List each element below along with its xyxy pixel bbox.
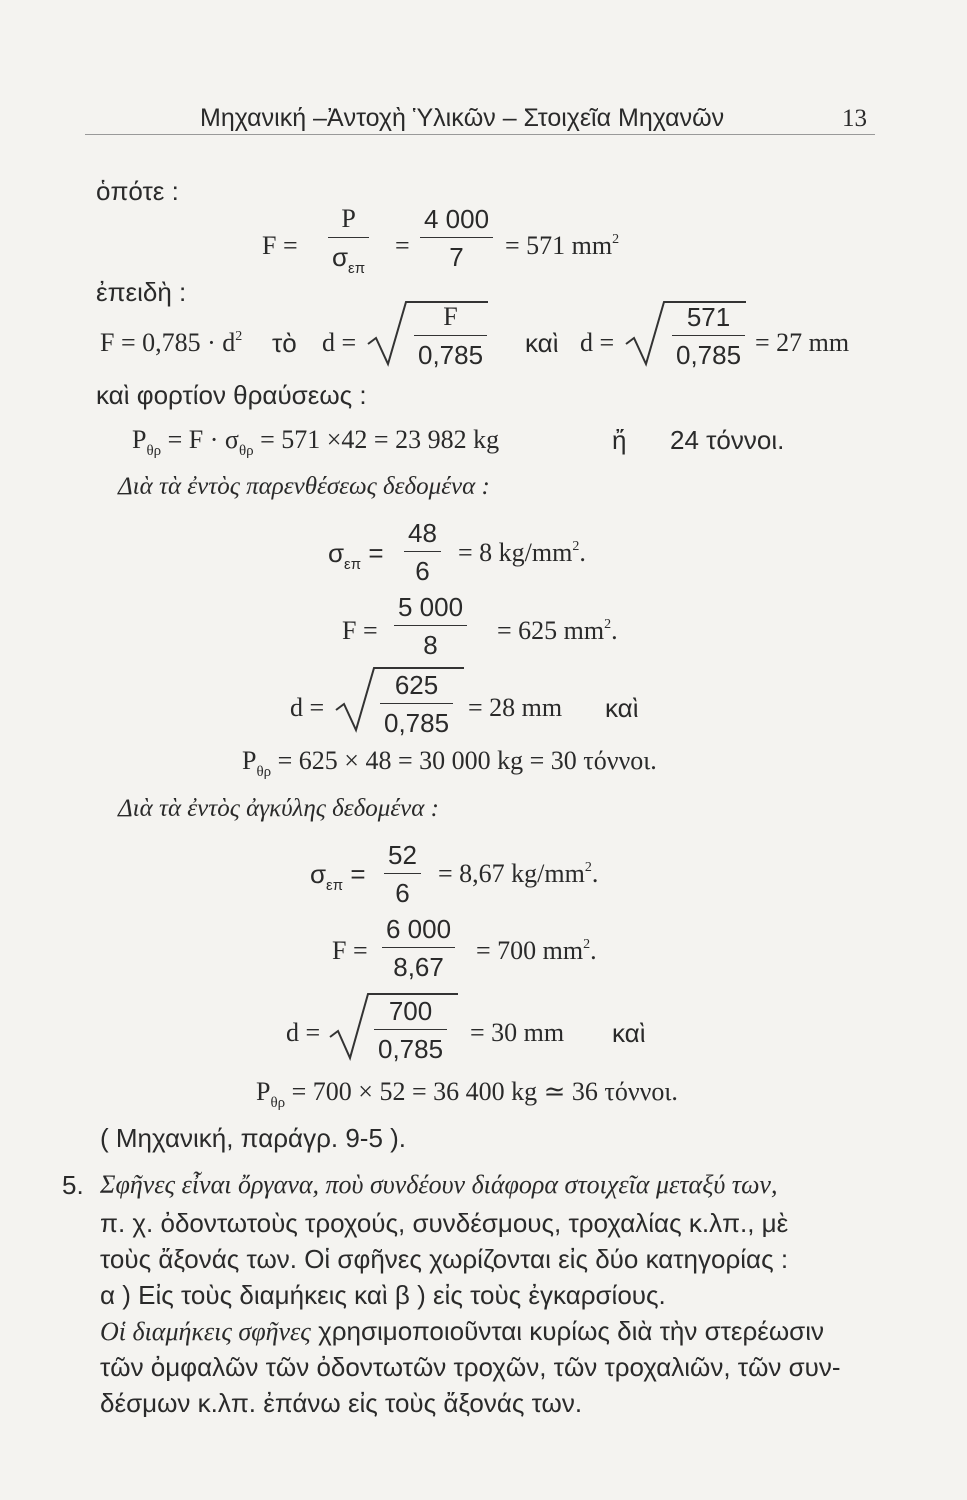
s2-sigma-result: = 8 $kg/mm^2$. <box>458 538 586 567</box>
s2-frac-625 <box>380 672 453 736</box>
label-fortion: καὶ φορτίον θραύσεως : <box>96 380 367 410</box>
eq2-result-27: = 27 mm <box>755 328 850 357</box>
eq3-tonnes: 24 τόννοι. <box>670 425 785 455</box>
eq1-F: F = <box>262 231 298 260</box>
s3-d-lhs: d = <box>286 1018 321 1047</box>
s5-line2: π. χ. ὀδοντωτοὺς τροχούς, συνδέσμους, τροχαλίας κ.λπ., μὲ <box>100 1208 789 1238</box>
frac-bar <box>420 237 493 238</box>
s5-line4: α ) Εἰς τοὺς διαμήκεις καὶ β ) εἰς τοὺς ἐγκαρσίους. <box>100 1280 666 1310</box>
frac-bar <box>382 947 455 948</box>
s5-line5-italic: Οἱ διαμήκεις σφῆνες <box>100 1317 311 1346</box>
frac-denominator: 6 <box>395 878 410 908</box>
s2-kai: καὶ <box>605 693 639 723</box>
section2-heading: Διὰ τὰ ἐντὸς παρενθέσεως δεδομένα : <box>118 473 490 500</box>
frac-numerator: 48 <box>408 518 437 548</box>
s5-number: 5. <box>62 1170 84 1200</box>
label-opote: ὁπότε : <box>96 176 179 206</box>
s2-P-line: $P_{\theta\rho} = 625 \times 48 = 30$ 000 kg = 30 τόννοι. <box>242 746 657 780</box>
frac-denominator: $\sigma_{\varepsilon\pi}$ <box>332 242 366 277</box>
running-title: Μηχανική –Ἀντοχὴ Ὑλικῶν – Στοιχεῖα Μηχανῶν <box>200 104 725 132</box>
frac-bar <box>672 335 745 336</box>
s5-line7: δέσμων κ.λπ. ἐπάνω εἰς τοὺς ἄξονάς των. <box>100 1388 583 1418</box>
frac-numerator: 4 000 <box>424 204 490 234</box>
s2-frac-48-6 <box>404 520 441 584</box>
s2-frac-5000-8 <box>394 594 467 658</box>
frac-bar <box>328 237 369 238</box>
eq1-result: = 571 $mm^2$ <box>505 231 620 260</box>
s3-P-line: $P_{\theta\rho} = 700 \times 52 = 36$ 400 kg ≃ 36 τόννοι. <box>256 1077 678 1111</box>
frac-denominator: 0,785 <box>384 708 450 738</box>
frac-bar <box>414 335 487 336</box>
eq2-to: τὸ <box>272 328 297 358</box>
eq2-F-formula: $F = 0,785 \cdot d^2$ <box>100 328 243 357</box>
s3-F-result: = 700 $mm^2$. <box>476 936 597 965</box>
s5-line5-rest: χρησιμοποιοῦνται κυρίως διὰ τὴν στερέωσιν <box>310 1316 824 1346</box>
eq2-frac-F <box>414 304 487 368</box>
frac-denominator: 0,785 <box>418 340 484 370</box>
frac-denominator: 0,785 <box>378 1034 444 1064</box>
eq1-equals: = <box>395 231 410 260</box>
eq3-i: ἤ <box>612 425 627 455</box>
s3-kai: καὶ <box>612 1018 646 1048</box>
frac-numerator: 52 <box>388 840 417 870</box>
frac-numerator: P <box>341 204 356 233</box>
s3-F-lhs: F = <box>332 936 368 965</box>
eq2-frac-571 <box>672 304 745 368</box>
frac-bar <box>404 551 441 552</box>
eq2-d-eq-2: d = <box>580 328 615 357</box>
s5-line3: τοὺς ἄξονάς των. Οἱ σφῆνες χωρίζονται εἰς δύο κατηγορίας : <box>100 1244 789 1274</box>
s5-line5 <box>100 1318 824 1345</box>
eq2-kai: καὶ <box>525 328 559 358</box>
frac-numerator: 571 <box>686 302 731 332</box>
frac-numerator: 6 000 <box>386 914 452 944</box>
frac-denominator: 6 <box>415 556 430 586</box>
frac-numerator: F <box>443 302 458 331</box>
frac-numerator: 700 <box>388 996 433 1026</box>
s3-sigma-result: = 8,67 $kg/mm^2$. <box>438 859 599 888</box>
s3-reference: ( Μηχανική, παράγρ. 9-5 ). <box>100 1123 407 1153</box>
frac-denominator: 8,67 <box>393 952 444 982</box>
s3-frac-52-6 <box>384 842 421 906</box>
s2-d-result: = 28 mm <box>468 693 563 722</box>
s2-F-result: = 625 $mm^2$. <box>497 616 618 645</box>
page-number: 13 <box>842 105 867 132</box>
eq3-P-line: $P_{\theta\rho} = F \cdot \sigma_{\theta\rho} = 571 \times 42 = 23$ 982 kg <box>132 425 500 459</box>
s2-F-lhs: F = <box>342 616 378 645</box>
section3-heading: Διὰ τὰ ἐντὸς ἀγκύλης δεδομένα : <box>118 795 439 822</box>
frac-bar <box>394 625 467 626</box>
frac-denominator: 7 <box>449 242 464 272</box>
frac-denominator: 8 <box>423 630 438 660</box>
eq1-frac-P-sigma <box>328 204 369 277</box>
s3-frac-6000-867 <box>382 916 455 980</box>
s2-sigma-lhs: $\sigma_{\varepsilon\pi}$ = <box>328 538 384 573</box>
frac-bar <box>380 703 453 704</box>
frac-bar <box>374 1029 447 1030</box>
label-epeidi: ἐπειδὴ : <box>96 277 187 307</box>
s2-d-lhs: d = <box>290 693 325 722</box>
eq1-frac-4000-7 <box>420 206 493 270</box>
s5-line6: τῶν ὀμφαλῶν τῶν ὀδοντωτῶν τροχῶν, τῶν τροχαλιῶν, τῶν συν- <box>100 1352 841 1382</box>
s3-d-result: = 30 mm <box>470 1018 565 1047</box>
frac-numerator: 625 <box>394 670 439 700</box>
s3-sigma-lhs: $\sigma_{\varepsilon\pi}$ = <box>310 859 366 894</box>
s5-line1: Σφῆνες εἶναι ὄργανα, ποὺ συνδέουν διάφορα στοιχεῖα μεταξύ των, <box>100 1170 778 1199</box>
frac-bar <box>384 873 421 874</box>
frac-numerator: 5 000 <box>398 592 464 622</box>
s3-frac-700 <box>374 998 447 1062</box>
frac-denominator: 0,785 <box>676 340 742 370</box>
header-rule <box>85 134 875 135</box>
eq2-d-eq: d = <box>322 328 357 357</box>
